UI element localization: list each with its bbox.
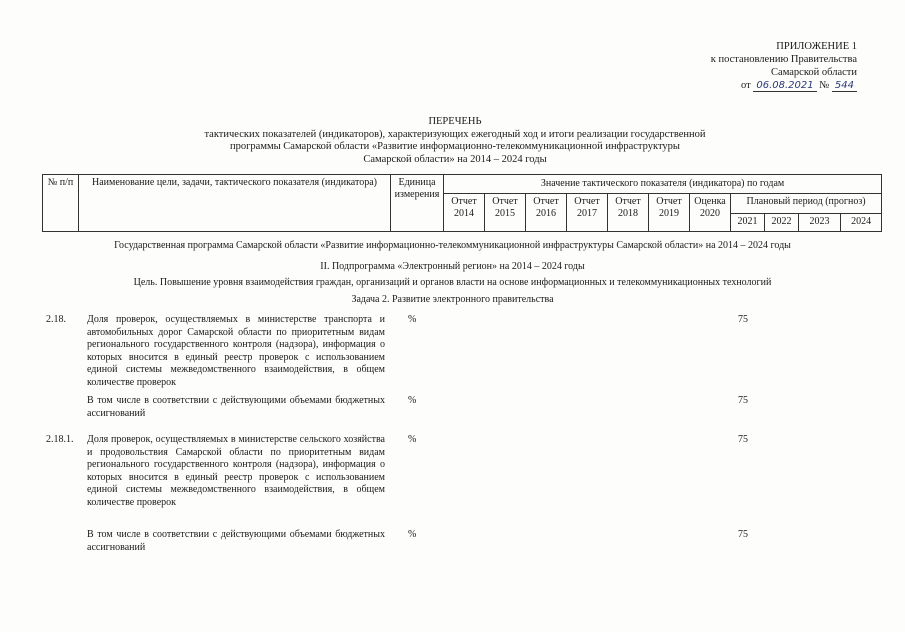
row-indicator-text: В том числе в соответствии с действующими объемами бюджетных ассигнований [87,395,385,419]
year-col-year: 2019 [659,208,679,219]
appendix-title: ПРИЛОЖЕНИЕ 1 [776,41,857,52]
year-col-label: Отчет [615,196,641,207]
col-header-year [485,194,526,232]
year-col-label: Отчет [533,196,559,207]
from-label: от [741,80,751,91]
row-value: 75 [738,314,748,325]
col-header-name: Наименование цели, задачи, тактического показателя (индикатора) [79,175,391,232]
row-value: 75 [738,395,748,406]
row-unit: % [408,529,417,540]
title-head: ПЕРЕЧЕНЬ [428,116,482,127]
year-col-label: Отчет [451,196,477,207]
col-header-year [567,194,608,232]
col-header-values: Значение тактического показателя (индикатора) по годам [444,175,882,194]
row-unit: % [408,434,417,445]
year-col-year: 2018 [618,208,638,219]
title-line3: Самарской области» на 2014 – 2024 годы [363,153,547,165]
year-col-year: 2015 [495,208,515,219]
task-title: Задача 2. Развитие электронного правительства [351,294,554,305]
col-header-plan-year: 2021 [731,214,765,232]
row-unit: % [408,395,417,406]
row-indicator-text: Доля проверок, осуществляемых в министерстве транспорта и автомобильных дорог Самарской области по приоритетным видам регионального государственного контроля (надзора), информация о которых вносится в единый реестр проверок с использованием единой системы межведомственного взаимодействия, в общем количестве проверок [87,314,385,388]
col-header-plan-year: 2022 [765,214,799,232]
goal-text: Цель. Повышение уровня взаимодействия граждан, организаций и органов власти на основе информационных и телекоммуникационных технологий [133,277,772,288]
decree-date: 06.08.2021 [753,80,816,92]
subprogram-title: II. Подпрограмма «Электронный регион» на 2014 – 2024 годы [320,261,585,272]
document-title [130,116,780,166]
title-line2: программы Самарской области «Развитие информационно-телекоммуникационной инфраструктуры [230,141,680,152]
year-col-year: 2014 [454,208,474,219]
decree-number: 544 [832,80,857,92]
row-value: 75 [738,434,748,445]
row-indicator-text: Доля проверок, осуществляемых в министерстве сельского хозяйства и продовольствия Самарской области по приоритетным видам регионального государственного контроля (надзора), информация о которых вносится в единый реестр проверок с использованием единой системы межведомственного взаимодействия, в общем количестве проверок [87,434,385,508]
col-header-plan-year: 2023 [799,214,841,232]
year-col-label: Оценка [694,196,726,207]
year-col-label: Отчет [656,196,682,207]
row-unit: % [408,314,417,325]
title-line1: тактических показателей (индикаторов), характеризующих ежегодный ход и итоги реализации государственной [204,128,706,140]
row-indicator-text: В том числе в соответствии с действующими объемами бюджетных ассигнований [87,529,385,553]
program-title: Государственная программа Самарской области «Развитие информационно-телекоммуникационной инфраструктуры Самарской области» на 2014 – 2024 годы [114,240,791,251]
col-header-unit: Единица измерения [391,175,444,232]
year-col-year: 2020 [700,208,720,219]
appendix-date-line [657,79,857,92]
appendix-line2: к постановлению Правительства [710,54,857,65]
col-header-num: № п/п [43,175,79,232]
col-header-plan-year: 2024 [841,214,882,232]
year-col-label: Отчет [492,196,518,207]
year-col-label: Отчет [574,196,600,207]
row-number: 2.18.1. [46,434,74,445]
year-col-year: 2017 [577,208,597,219]
indicators-table-header [42,174,882,232]
row-number: 2.18. [46,314,66,325]
col-header-planned: Плановый период (прогноз) [731,194,882,214]
year-col-year: 2016 [536,208,556,219]
col-header-year [608,194,649,232]
appendix-line3: Самарской области [771,67,857,78]
col-header-year [649,194,690,232]
number-label: № [819,80,830,91]
col-header-year [526,194,567,232]
col-header-year [690,194,731,232]
col-header-year [444,194,485,232]
appendix-block [657,40,857,92]
row-value: 75 [738,529,748,540]
